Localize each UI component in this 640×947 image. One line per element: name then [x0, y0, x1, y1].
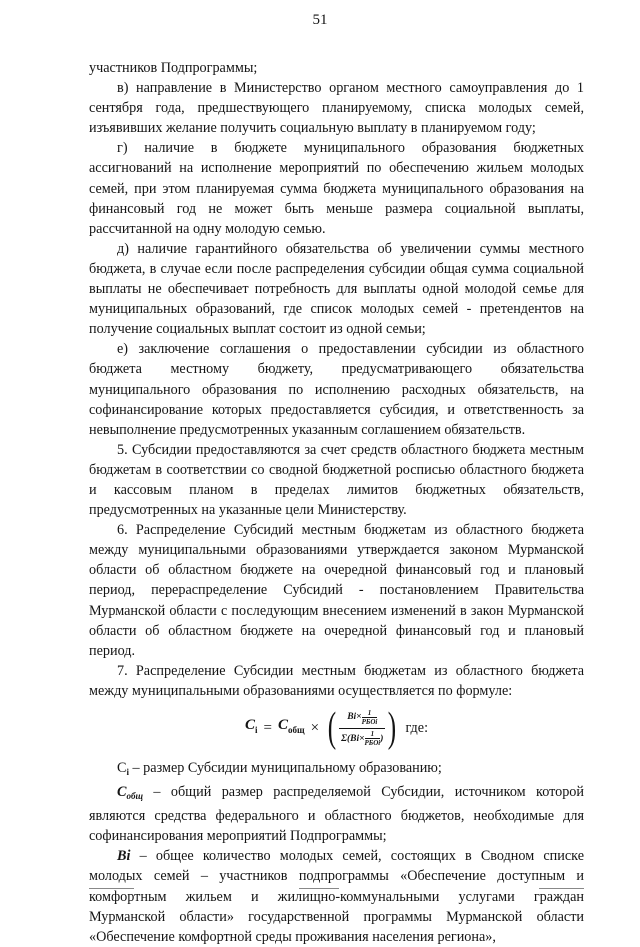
formula-lhs: $C_i$	[244, 717, 258, 736]
distribution-formula	[89, 702, 584, 754]
definition-bi: Bi – общее количество молодых семей, состоящих в Сводном списке молодых семей – участников подпрограммы «Обеспечение доступным и комфортным жильем и жилищно-коммунальными услугами граждан Мурманской области» государственной программы Мурманской области «Обеспечение комфортной среды проживания населения региона»,	[89, 848, 584, 945]
symbol-cobsh: $C_{общ}$	[117, 784, 143, 802]
multiply-sign: ×	[310, 719, 320, 736]
paragraph: в) направление в Министерство органом местного самоуправления до 1 сентября года, предшествующего планируемому, списка молодых семей, изъявивших желание получить социальную выплату в планируемом году;	[89, 80, 584, 137]
formula-where: где:	[405, 719, 429, 736]
paragraph: г) наличие в бюджете муниципального образования бюджетных ассигнований на исполнение мероприятий по обеспечению жильем молодых семей, при этом планируемая сумма бюджета муниципального образования на финансовый год не может быть меньше размера социальной выплаты, рассчитанной на одну молодую семью.	[89, 140, 584, 237]
fraction-denominator: Σ( Bi × $\frac{1}{\text{РБОi}}$ )	[341, 730, 384, 748]
page-number: 51	[312, 12, 328, 28]
left-paren: (	[327, 705, 337, 751]
footer-marks	[89, 888, 584, 890]
equals-sign: =	[263, 719, 272, 736]
symbol-bi: Bi	[117, 848, 131, 865]
formula-fraction	[339, 707, 385, 748]
paragraph: 7. Распределение Субсидии местным бюджетам из областного бюджета между муниципальными образованиями осуществляется по формуле:	[89, 662, 584, 699]
symbol-ci: $C_i$	[117, 760, 129, 777]
definition-ci: $C_i$ – размер Субсидии муниципальному образованию;	[117, 760, 442, 777]
paragraph: 6. Распределение Субсидий местным бюджетам из областного бюджета между муниципальными образованиями утверждается законом Мурманской области об областном бюджете на очередной финансовый год и плановый период, перераспределение Субсидий - постановлением Правительства Мурманской области с последующим внесением изменений в закон Мурманской области об областном бюджете на очередной финансовый год и плановый период.	[89, 522, 584, 659]
paragraph: 5. Субсидии предоставляются за счет средств областного бюджета местным бюджетам в соответствии со сводной бюджетной росписью областного бюджета и кассовым планом в пределах лимитов бюджетных обязательств, предусмотренных на указанные цели Министерству.	[89, 441, 584, 519]
formula-total: $C_{общ}$	[277, 717, 305, 736]
definition-cobsh: $C_{общ}$ – общий размер распределяемой Субсидии, источником которой являются средства федерального и областного бюджетов, необходимые для софинансирования мероприятий Подпрограммы;	[89, 784, 584, 845]
paragraph: д) наличие гарантийного обязательства об увеличении суммы местного бюджета, в случае если после распределения субсидии общая сумма социальной выплаты не обеспечивает потребность для выплаты одной молодой семье для муниципальных образований, где список молодых семей - претендентов на получение социальных выплат состоит из одной семьи;	[89, 240, 584, 338]
paragraph: участников Подпрограммы;	[89, 60, 258, 76]
document-body	[89, 58, 584, 947]
right-paren: )	[388, 705, 397, 751]
paragraph: е) заключение соглашения о предоставлении субсидии из областного бюджета местному бюджету, предусматривающего обязательства муниципального образования по исполнению расходных обязательств, на софинансирование которых предоставляется субсидия, и ответственность за невыполнение предусмотренных указанным соглашением обязательств.	[89, 341, 584, 438]
fraction-numerator: Bi × $\frac{1}{\text{РБОi}}$	[347, 708, 378, 726]
